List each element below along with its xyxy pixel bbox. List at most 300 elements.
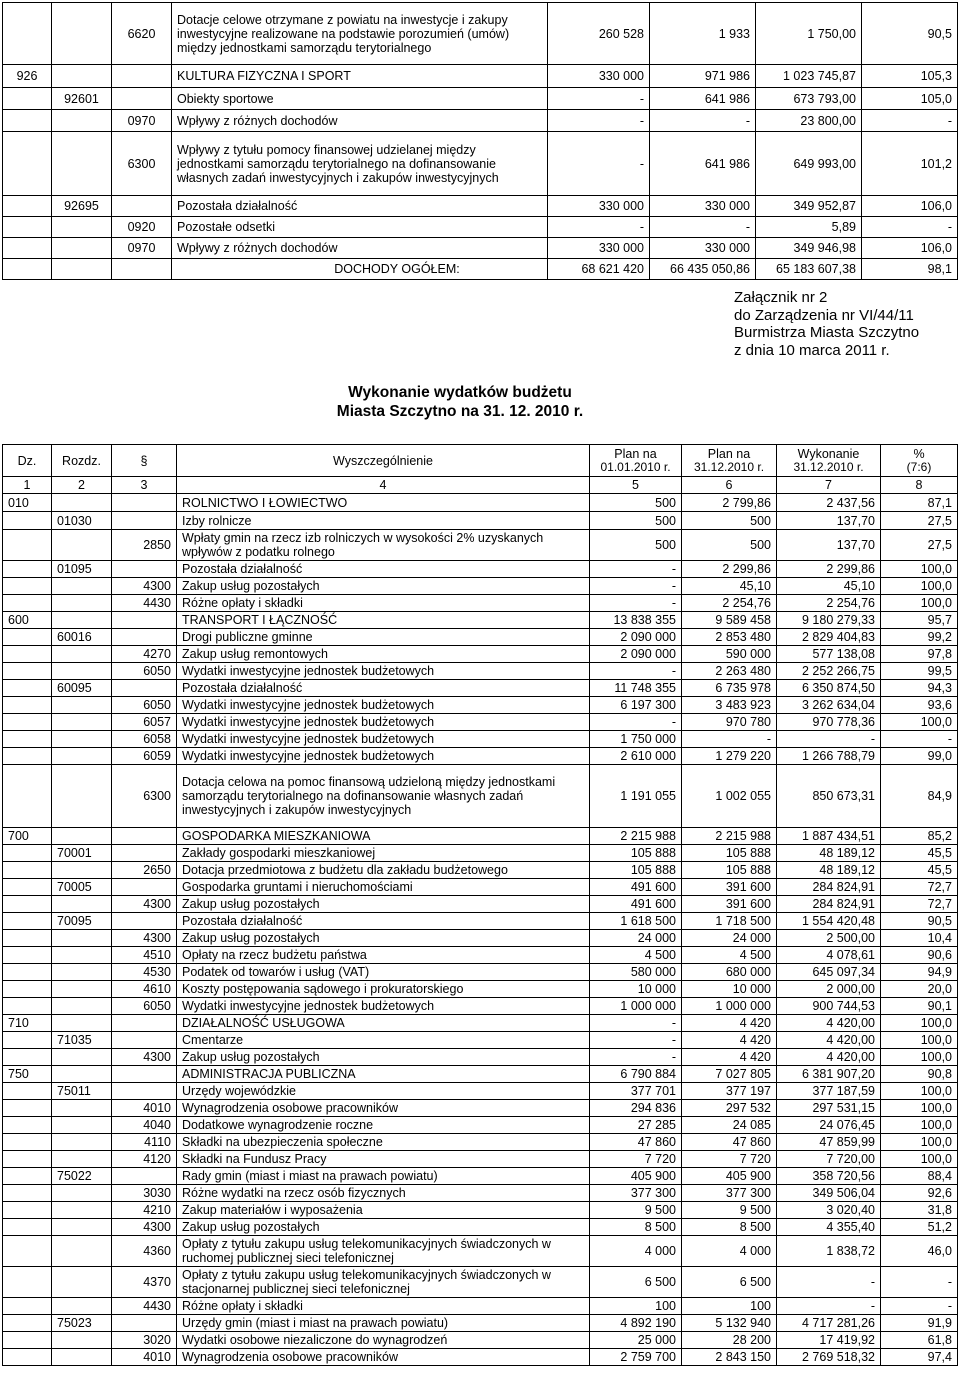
row-name: Cmentarze xyxy=(177,1032,590,1049)
row-paragraph: 4430 xyxy=(112,1298,177,1315)
row-name: Składki na Fundusz Pracy xyxy=(177,1151,590,1168)
row-plan-0101: 2 090 000 xyxy=(590,646,682,663)
income-total-pct: 98,1 xyxy=(862,259,958,280)
row-name: ADMINISTRACJA PUBLICZNA xyxy=(177,1066,590,1083)
income-table xyxy=(2,2,958,280)
row-plan-3112: 28 200 xyxy=(682,1332,777,1349)
row-percent: 100,0 xyxy=(881,578,958,595)
row-plan-3112: 1 002 055 xyxy=(682,765,777,828)
row-dz xyxy=(3,862,52,879)
income-total-plan3112: 66 435 050,86 xyxy=(650,259,756,280)
row-percent: 100,0 xyxy=(881,561,958,578)
table-row xyxy=(3,1168,958,1185)
row-rozdz xyxy=(52,238,112,259)
header-percent xyxy=(881,445,958,477)
row-name: Różne wydatki na rzecz osób fizycznych xyxy=(177,1185,590,1202)
row-name: Wydatki inwestycyjne jednostek budżetowych xyxy=(177,748,590,765)
row-plan-0101: 1 191 055 xyxy=(590,765,682,828)
row-rozdz: 70005 xyxy=(52,879,112,896)
row-name: Drogi publiczne gminne xyxy=(177,629,590,646)
row-plan-0101: 47 860 xyxy=(590,1134,682,1151)
annex-note xyxy=(734,289,919,360)
row-plan-3112: 7 027 805 xyxy=(682,1066,777,1083)
row-paragraph: 6050 xyxy=(112,697,177,714)
row-rozdz xyxy=(52,1100,112,1117)
row-percent: 90,8 xyxy=(881,1066,958,1083)
row-dz xyxy=(3,964,52,981)
row-dz xyxy=(3,1083,52,1100)
row-plan-3112: 377 197 xyxy=(682,1083,777,1100)
row-execution: 1 554 420,48 xyxy=(777,913,881,930)
row-execution: 2 437,56 xyxy=(777,494,881,512)
row-execution: 24 076,45 xyxy=(777,1117,881,1134)
row-percent: - xyxy=(881,731,958,748)
row-percent: 106,0 xyxy=(862,238,958,259)
table-row xyxy=(3,1332,958,1349)
row-percent: 90,5 xyxy=(881,913,958,930)
row-paragraph: 6050 xyxy=(112,998,177,1015)
col-number: 4 xyxy=(177,477,590,494)
row-plan-0101: 9 500 xyxy=(590,1202,682,1219)
row-plan-3112: 1 000 000 xyxy=(682,998,777,1015)
row-percent: 27,5 xyxy=(881,512,958,530)
row-execution: 900 744,53 xyxy=(777,998,881,1015)
table-row xyxy=(3,494,958,512)
row-rozdz xyxy=(52,1049,112,1066)
row-paragraph: 6300 xyxy=(112,132,172,196)
row-execution: 577 138,08 xyxy=(777,646,881,663)
header-plan-0101-b: 01.01.2010 r. xyxy=(600,459,671,474)
header-percent-b: (7:6) xyxy=(906,459,932,474)
row-plan-3112: 2 853 480 xyxy=(682,629,777,646)
table-row xyxy=(3,1236,958,1267)
row-plan-0101: 8 500 xyxy=(590,1219,682,1236)
row-percent: 106,0 xyxy=(862,196,958,217)
row-percent: 90,6 xyxy=(881,947,958,964)
table-row xyxy=(3,879,958,896)
row-execution: 4 420,00 xyxy=(777,1015,881,1032)
row-plan-3112: 3 483 923 xyxy=(682,697,777,714)
row-plan-3112: 391 600 xyxy=(682,896,777,913)
row-rozdz: 60016 xyxy=(52,629,112,646)
row-plan-0101: 500 xyxy=(590,512,682,530)
table-row xyxy=(3,765,958,828)
row-plan-3112: 2 215 988 xyxy=(682,828,777,845)
row-execution: 6 381 907,20 xyxy=(777,1066,881,1083)
row-rozdz xyxy=(52,1267,112,1298)
table-row xyxy=(3,663,958,680)
row-percent: 100,0 xyxy=(881,1049,958,1066)
row-percent: 20,0 xyxy=(881,981,958,998)
table-row xyxy=(3,595,958,612)
row-paragraph: 6058 xyxy=(112,731,177,748)
row-percent: 45,5 xyxy=(881,845,958,862)
row-plan-3112: 1 718 500 xyxy=(682,913,777,930)
table-row xyxy=(3,680,958,697)
row-rozdz xyxy=(52,132,112,196)
row-execution: 649 993,00 xyxy=(756,132,862,196)
row-name: Dodatkowe wynagrodzenie roczne xyxy=(177,1117,590,1134)
row-plan-0101: 377 701 xyxy=(590,1083,682,1100)
row-paragraph: 0920 xyxy=(112,217,172,238)
row-plan-0101: - xyxy=(548,110,650,132)
row-dz xyxy=(3,998,52,1015)
row-execution: 349 506,04 xyxy=(777,1185,881,1202)
row-execution: 645 097,34 xyxy=(777,964,881,981)
row-plan-3112: 4 420 xyxy=(682,1049,777,1066)
row-dz xyxy=(3,561,52,578)
row-dz xyxy=(3,238,52,259)
row-execution: 1 266 788,79 xyxy=(777,748,881,765)
row-rozdz: 75022 xyxy=(52,1168,112,1185)
row-execution: 850 673,31 xyxy=(777,765,881,828)
annex-line-1: Załącznik nr 2 xyxy=(734,289,828,306)
row-dz xyxy=(3,196,52,217)
row-percent: 97,8 xyxy=(881,646,958,663)
row-plan-0101: 500 xyxy=(590,530,682,561)
header-execution-a: Wykonanie xyxy=(797,446,860,461)
row-plan-3112: 45,10 xyxy=(682,578,777,595)
row-plan-0101: 6 790 884 xyxy=(590,1066,682,1083)
row-name: Rady gmin (miast i miast na prawach powiatu) xyxy=(177,1168,590,1185)
table-row xyxy=(3,646,958,663)
table-row xyxy=(3,578,958,595)
row-execution: 284 824,91 xyxy=(777,879,881,896)
row-dz xyxy=(3,1202,52,1219)
row-plan-3112: 590 000 xyxy=(682,646,777,663)
annex-line-3: Burmistrza Miasta Szczytno xyxy=(734,324,920,342)
row-rozdz xyxy=(52,828,112,845)
row-rozdz xyxy=(52,494,112,512)
row-plan-0101: 330 000 xyxy=(548,238,650,259)
row-rozdz xyxy=(52,896,112,913)
row-dz xyxy=(3,697,52,714)
table-row xyxy=(3,1298,958,1315)
row-percent: - xyxy=(881,1267,958,1298)
row-plan-3112: 24 000 xyxy=(682,930,777,947)
row-dz xyxy=(3,1117,52,1134)
row-rozdz xyxy=(52,731,112,748)
row-paragraph: 6620 xyxy=(112,3,172,65)
row-name: Wpływy z różnych dochodów xyxy=(172,238,548,259)
row-dz xyxy=(3,1298,52,1315)
row-plan-0101: 1 750 000 xyxy=(590,731,682,748)
row-paragraph: 4270 xyxy=(112,646,177,663)
row-plan-0101: 100 xyxy=(590,1298,682,1315)
row-rozdz: 70095 xyxy=(52,913,112,930)
row-dz xyxy=(3,595,52,612)
row-rozdz: 60095 xyxy=(52,680,112,697)
row-dz xyxy=(3,1151,52,1168)
row-dz: 926 xyxy=(3,65,52,88)
row-name: Składki na ubezpieczenia społeczne xyxy=(177,1134,590,1151)
row-paragraph xyxy=(112,512,177,530)
row-dz xyxy=(3,512,52,530)
row-paragraph: 4300 xyxy=(112,1049,177,1066)
row-name: Wydatki inwestycyjne jednostek budżetowych xyxy=(177,697,590,714)
row-plan-3112: 4 420 xyxy=(682,1015,777,1032)
row-rozdz: 70001 xyxy=(52,845,112,862)
row-execution: 349 946,98 xyxy=(756,238,862,259)
row-paragraph xyxy=(112,1315,177,1332)
row-execution: 4 078,61 xyxy=(777,947,881,964)
table-row xyxy=(3,845,958,862)
row-execution: 349 952,87 xyxy=(756,196,862,217)
row-execution: 1 838,72 xyxy=(777,1236,881,1267)
row-plan-3112: 500 xyxy=(682,512,777,530)
row-plan-0101: 2 610 000 xyxy=(590,748,682,765)
row-dz xyxy=(3,1236,52,1267)
row-plan-0101: 500 xyxy=(590,494,682,512)
row-plan-3112: 2 299,86 xyxy=(682,561,777,578)
table-row xyxy=(3,714,958,731)
row-plan-0101: - xyxy=(590,595,682,612)
table-row xyxy=(3,1151,958,1168)
row-name: Wynagrodzenia osobowe pracowników xyxy=(177,1349,590,1366)
row-rozdz xyxy=(52,578,112,595)
row-plan-3112: 680 000 xyxy=(682,964,777,981)
row-execution: - xyxy=(777,1298,881,1315)
row-name: Wpływy z różnych dochodów xyxy=(172,110,548,132)
row-plan-3112: - xyxy=(650,217,756,238)
row-plan-0101: 1 618 500 xyxy=(590,913,682,930)
row-execution: 47 859,99 xyxy=(777,1134,881,1151)
row-name: Opłaty na rzecz budżetu państwa xyxy=(177,947,590,964)
header-percent-a: % xyxy=(913,446,925,461)
row-plan-0101: 105 888 xyxy=(590,862,682,879)
row-name: Wydatki osobowe niezaliczone do wynagrodzeń xyxy=(177,1332,590,1349)
row-dz xyxy=(3,1267,52,1298)
row-execution: 1 023 745,87 xyxy=(756,65,862,88)
row-percent: 105,0 xyxy=(862,88,958,110)
title-line-2: Miasta Szczytno na 31. 12. 2010 r. xyxy=(336,402,584,420)
income-row xyxy=(3,238,958,259)
row-plan-0101: 377 300 xyxy=(590,1185,682,1202)
column-numbers-row xyxy=(3,477,958,494)
row-paragraph: 3030 xyxy=(112,1185,177,1202)
row-paragraph: 4110 xyxy=(112,1134,177,1151)
row-rozdz xyxy=(52,1066,112,1083)
row-execution: 17 419,92 xyxy=(777,1332,881,1349)
row-percent: 93,6 xyxy=(881,697,958,714)
row-paragraph: 4010 xyxy=(112,1349,177,1366)
row-dz xyxy=(3,217,52,238)
row-dz xyxy=(3,1349,52,1366)
row-paragraph: 4610 xyxy=(112,981,177,998)
row-plan-0101: 13 838 355 xyxy=(590,612,682,629)
table-row xyxy=(3,561,958,578)
row-name: Pozostała działalność xyxy=(172,196,548,217)
row-paragraph xyxy=(112,913,177,930)
row-rozdz xyxy=(52,1349,112,1366)
row-plan-0101: 4 500 xyxy=(590,947,682,964)
row-percent: 100,0 xyxy=(881,595,958,612)
row-rozdz xyxy=(52,1117,112,1134)
row-rozdz xyxy=(52,981,112,998)
row-paragraph xyxy=(112,845,177,862)
row-name: Pozostała działalność xyxy=(177,680,590,697)
income-total-label: DOCHODY OGÓŁEM: xyxy=(172,259,548,280)
row-plan-3112: 970 780 xyxy=(682,714,777,731)
row-paragraph xyxy=(112,561,177,578)
table-row xyxy=(3,1066,958,1083)
row-plan-0101: 330 000 xyxy=(548,196,650,217)
row-plan-3112: 105 888 xyxy=(682,862,777,879)
row-rozdz xyxy=(52,697,112,714)
row-execution: 2 252 266,75 xyxy=(777,663,881,680)
row-paragraph xyxy=(112,88,172,110)
annex-line-4: z dnia 10 marca 2011 r. xyxy=(734,342,890,360)
row-plan-3112: 1 933 xyxy=(650,3,756,65)
row-plan-0101: - xyxy=(590,1015,682,1032)
row-dz: 010 xyxy=(3,494,52,512)
row-rozdz xyxy=(52,663,112,680)
row-plan-3112: 7 720 xyxy=(682,1151,777,1168)
row-percent: - xyxy=(862,217,958,238)
row-dz xyxy=(3,663,52,680)
table-row xyxy=(3,862,958,879)
row-name: Zakup usług pozostałych xyxy=(177,1219,590,1236)
row-name: Zakup usług remontowych xyxy=(177,646,590,663)
row-rozdz xyxy=(52,748,112,765)
row-plan-3112: 9 589 458 xyxy=(682,612,777,629)
row-plan-3112: 8 500 xyxy=(682,1219,777,1236)
header-plan-3112 xyxy=(682,445,777,477)
row-rozdz xyxy=(52,862,112,879)
row-rozdz: 01030 xyxy=(52,512,112,530)
row-execution: - xyxy=(777,1267,881,1298)
row-plan-3112: 2 263 480 xyxy=(682,663,777,680)
row-execution: 2 299,86 xyxy=(777,561,881,578)
row-dz: 600 xyxy=(3,612,52,629)
row-execution: 358 720,56 xyxy=(777,1168,881,1185)
row-plan-0101: - xyxy=(590,561,682,578)
row-plan-0101: 491 600 xyxy=(590,896,682,913)
row-paragraph: 4530 xyxy=(112,964,177,981)
row-plan-0101: 491 600 xyxy=(590,879,682,896)
col-number: 2 xyxy=(52,477,112,494)
row-plan-3112: 405 900 xyxy=(682,1168,777,1185)
row-paragraph: 0970 xyxy=(112,110,172,132)
row-name: Zakup usług pozostałych xyxy=(177,1049,590,1066)
row-execution: 284 824,91 xyxy=(777,896,881,913)
row-paragraph xyxy=(112,65,172,88)
row-plan-0101: 24 000 xyxy=(590,930,682,947)
row-rozdz xyxy=(52,765,112,828)
table-row xyxy=(3,1185,958,1202)
row-plan-3112: 297 532 xyxy=(682,1100,777,1117)
row-dz xyxy=(3,1100,52,1117)
row-percent: 61,8 xyxy=(881,1332,958,1349)
row-percent: 88,4 xyxy=(881,1168,958,1185)
row-execution: 377 187,59 xyxy=(777,1083,881,1100)
table-row xyxy=(3,731,958,748)
row-percent: 72,7 xyxy=(881,896,958,913)
row-execution: 2 769 518,32 xyxy=(777,1349,881,1366)
row-plan-0101: 580 000 xyxy=(590,964,682,981)
table-row xyxy=(3,947,958,964)
header-execution-b: 31.12.2010 r. xyxy=(793,459,864,474)
income-row xyxy=(3,132,958,196)
row-plan-0101: - xyxy=(548,217,650,238)
header-name: Wyszczególnienie xyxy=(177,445,590,477)
row-plan-3112: 9 500 xyxy=(682,1202,777,1219)
row-plan-3112: - xyxy=(650,110,756,132)
row-plan-3112: 105 888 xyxy=(682,845,777,862)
row-rozdz xyxy=(52,530,112,561)
row-execution: 7 720,00 xyxy=(777,1151,881,1168)
row-plan-3112: 4 420 xyxy=(682,1032,777,1049)
row-rozdz xyxy=(52,1185,112,1202)
row-dz xyxy=(3,981,52,998)
row-execution: 6 350 874,50 xyxy=(777,680,881,697)
row-execution: 2 000,00 xyxy=(777,981,881,998)
row-rozdz xyxy=(52,714,112,731)
row-rozdz xyxy=(52,65,112,88)
row-execution: 3 020,40 xyxy=(777,1202,881,1219)
row-execution: 297 531,15 xyxy=(777,1100,881,1117)
row-plan-3112: 5 132 940 xyxy=(682,1315,777,1332)
row-percent: 100,0 xyxy=(881,1015,958,1032)
header-row xyxy=(3,445,958,477)
row-rozdz: 92601 xyxy=(52,88,112,110)
row-paragraph: 4300 xyxy=(112,930,177,947)
row-execution: 4 420,00 xyxy=(777,1032,881,1049)
row-plan-3112: 2 843 150 xyxy=(682,1349,777,1366)
row-paragraph: 4360 xyxy=(112,1236,177,1267)
row-plan-0101: 2 090 000 xyxy=(590,629,682,646)
row-percent: 92,6 xyxy=(881,1185,958,1202)
row-name: Pozostała działalność xyxy=(177,561,590,578)
row-percent: 85,2 xyxy=(881,828,958,845)
row-percent: 45,5 xyxy=(881,862,958,879)
row-plan-3112: - xyxy=(682,731,777,748)
header-rozdz: Rozdz. xyxy=(52,445,112,477)
row-dz: 700 xyxy=(3,828,52,845)
income-row xyxy=(3,196,958,217)
row-name: Wydatki inwestycyjne jednostek budżetowych xyxy=(177,714,590,731)
row-execution: 1 750,00 xyxy=(756,3,862,65)
row-percent: 94,9 xyxy=(881,964,958,981)
row-name: Wpływy z tytułu pomocy finansowej udzielanej między jednostkami samorządu terytorialnego na dofinansowanie własnych zadań inwestycyjnych i zakupów inwestycyjnych xyxy=(172,132,548,196)
row-percent: 46,0 xyxy=(881,1236,958,1267)
row-rozdz xyxy=(52,1151,112,1168)
col-number: 6 xyxy=(682,477,777,494)
table-row xyxy=(3,512,958,530)
income-total-wyk: 65 183 607,38 xyxy=(756,259,862,280)
expenditure-table xyxy=(2,444,958,1366)
table-row xyxy=(3,1202,958,1219)
row-dz xyxy=(3,578,52,595)
row-percent: 105,3 xyxy=(862,65,958,88)
row-name: Różne opłaty i składki xyxy=(177,1298,590,1315)
row-percent: 90,5 xyxy=(862,3,958,65)
table-row xyxy=(3,612,958,629)
row-paragraph xyxy=(112,494,177,512)
row-paragraph xyxy=(112,629,177,646)
row-paragraph xyxy=(112,612,177,629)
row-name: Opłaty z tytułu zakupu usług telekomunikacyjnych świadczonych w ruchomej publicznej sieci telefonicznej xyxy=(177,1236,590,1267)
row-plan-0101: 4 892 190 xyxy=(590,1315,682,1332)
row-percent: 100,0 xyxy=(881,714,958,731)
row-rozdz xyxy=(52,612,112,629)
row-rozdz xyxy=(52,964,112,981)
income-row xyxy=(3,88,958,110)
row-name: Wpłaty gmin na rzecz izb rolniczych w wysokości 2% uzyskanych wpływów z podatku rolnego xyxy=(177,530,590,561)
row-name: Dotacja celowa na pomoc finansową udzieloną między jednostkami samorządu terytorialnego na dofinansowanie własnych zadań inwestycyjnych i zakupów inwestycyjnych xyxy=(177,765,590,828)
row-plan-0101: 260 528 xyxy=(548,3,650,65)
row-percent: - xyxy=(881,1298,958,1315)
